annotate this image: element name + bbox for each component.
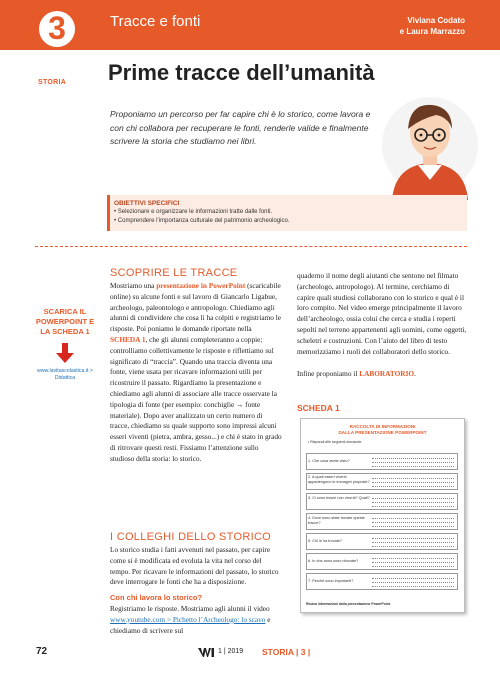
section-title: Tracce e fonti <box>110 13 201 30</box>
authors <box>375 15 465 37</box>
answer-lines <box>372 495 454 507</box>
scheda-label: SCHEDA 1 <box>297 403 340 413</box>
powerpoint-link[interactable]: presentazione in PowerPoint <box>156 281 246 290</box>
answer-lines <box>372 575 454 587</box>
historian-illustration <box>370 85 490 200</box>
section2-paragraph2: Registriamo le risposte. Mostriamo agli alunni il video www.youtube.com > Pichetto l’Archeologo: lo scavo e chiediamo di scrivere sul <box>110 604 271 635</box>
subheading-collabora: Con chi lavora lo storico? <box>110 593 203 602</box>
page-number: 72 <box>36 646 48 657</box>
download-link[interactable]: www.lavitascolastica.it > Didattica <box>37 368 93 381</box>
laboratorio-link: LABORATORIO <box>359 369 415 378</box>
arrow-down-icon <box>54 342 76 364</box>
footer-section: STORIA | 3 | <box>262 647 311 657</box>
section1-paragraph: Mostriamo una presentazione in PowerPoint (scaricabile online) su alcune fonti e sul lavoro di Giancarlo Ligabue, archeologo, paleontologo e antropologo. Chiediamo agli alunni di condividere che cosa li ha colpiti e registriamo le risposte. Poi poniamo le domande riportate nella SCHEDA 1, che gli alunni completeranno a coppie; controlliamo collettivamente le risposte e riflettiamo sul significato di “traccia”. Quando una traccia diventa una fonte, viene usata per ricavare informazioni utili per ricostruire il passato. Rigardiamo la presentazione e chiediamo agli alunni di associare alle tracce osservate la tipologia di fonte (per esempio: conchiglie → fonte materiale). Dopo aver analizzato un certo numero di tracce, chiediamo su quale supporto sono impressi alcuni esseri viventi (pietra, ambra, gesso...) e chi è stato in grado di ritrovare questi resti. Fissiamo l’attenzione sullo studioso della storia: lo storico. <box>110 281 282 463</box>
objectives-heading: OBIETTIVI SPECIFICI <box>114 200 180 207</box>
objective-item: • Selezionare e organizzare le informazioni tratte dalle fonti. <box>114 209 273 215</box>
author-1: Viviana Codato <box>407 16 465 25</box>
scheda-reference: SCHEDA 1 <box>110 334 146 344</box>
objective-item: • Comprendere l’importanza culturale del patrimonio archeologico. <box>114 218 290 224</box>
answer-lines <box>372 455 454 467</box>
magazine-logo-icon <box>198 648 214 657</box>
answer-lines <box>372 555 454 567</box>
page-title: Prime tracce dell’umanità <box>108 60 375 85</box>
section-number: 3 <box>48 10 66 46</box>
right-paragraph-end: Infine proponiamo il LABORATORIO. <box>297 369 416 378</box>
answer-lines <box>372 475 454 487</box>
answer-lines <box>372 515 454 527</box>
worksheet-footer: Ricava informazioni dalla presentazione PowerPoint. <box>306 602 391 606</box>
subject-tag: STORIA <box>38 79 67 86</box>
question-text: 6. In che anno sono ritrovate? <box>308 559 359 563</box>
section-heading-colleghi: I COLLEGHI DELLO STORICO <box>110 531 272 543</box>
section-heading-tracce: SCOPRIRE LE TRACCE <box>110 267 238 279</box>
right-paragraph: quaderno il nome degli aiutanti che sentono nel filmato (archeologo, antropologo). Al termine, cerchiamo di capire quali studiosi collaborano con lo storico e qual è il loro compito. Nel video emerge principalmente il lavoro dell’archeologo, ossia colui che cerca e studia i reperti sepolti nel terreno appartenenti agli uomini, come oggetti, scheletri e costruzioni. Con l’aiuto del libro di testo memorizziamo i ruoli dei collaboratori dello storico. <box>297 271 467 356</box>
author-2: e Laura Marrazzo <box>399 27 465 36</box>
question-text: 1. Che cosa avete visto? <box>308 459 350 463</box>
question-text: 5. Chi le ha trovate? <box>308 539 342 543</box>
answer-lines <box>372 535 454 547</box>
question-text: 4. Dove sono state trovate queste tracce? <box>308 516 365 525</box>
download-callout: SCARICA IL POWERPOINT E LA SCHEDA 1 <box>35 307 95 336</box>
issue-info: 1 | 2019 <box>218 648 244 655</box>
worksheet-instruction: • Rispondi alle seguenti domande. <box>308 440 363 444</box>
intro-paragraph: Proponiamo un percorso per far capire chi è lo storico, come lavora e con chi collabora per recuperare le fonti, renderle valide e finalmente scrivere la storia che studiamo nei libri. <box>110 109 371 146</box>
section2-paragraph: Lo storico studia i fatti avvenuti nel passato, per capire come si è modificata ed evoluta la vita nel corso del tempo. Per ricavare le informazioni del passato, lo storico deve interrogare le fonti che ha a disposizione. <box>110 545 279 587</box>
section-divider <box>35 246 467 247</box>
question-text: 7. Perché sono importanti? <box>308 579 354 583</box>
question-text: 3. Ci sono esseri non viventi? Quali? <box>308 496 370 500</box>
question-text: 2. A quali esseri viventi appartengono le immagini proposte? <box>308 475 370 484</box>
youtube-link[interactable]: www.youtube.com > Pichetto l’Archeologo: lo scavo <box>110 614 266 624</box>
worksheet-title: RACCOLTA DI INFORMAZIONI DALLA PRESENTAZIONE POWERPOINT <box>338 424 427 435</box>
